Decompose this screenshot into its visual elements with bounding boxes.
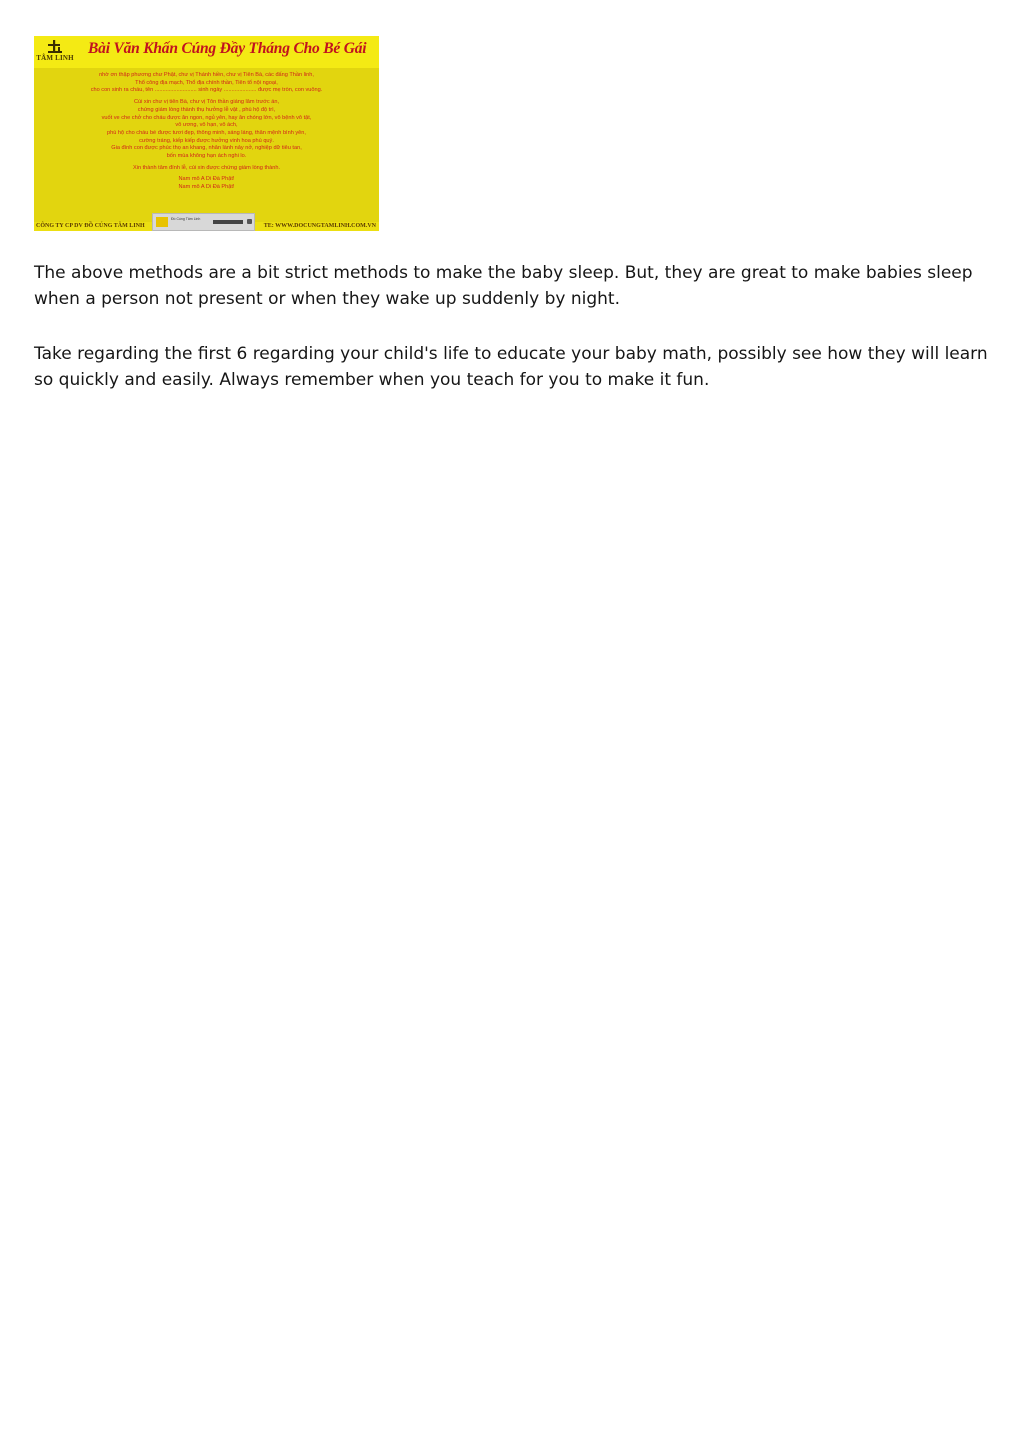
prayer-line: Nam mô A Di Đà Phật! [178,184,235,191]
image-header [34,36,379,68]
paragraph: Take regarding the first 6 regarding your child's life to educate your baby math, possibly see how they will learn so quickly and easily. Always remember when you teach for you to make it fun. [34,344,988,390]
prayer-line: Thổ công địa mạch, Thổ địa chính thần, Tiên tổ nội ngoại, [135,79,278,86]
prayer-line: chứng giám lòng thành thụ hưởng lễ vật , phù hộ độ trì, [137,106,276,113]
tam-linh-logo [36,39,74,65]
logo-mark-icon [36,39,74,55]
image-title: Bài Văn Khấn Cúng Đầy Tháng Cho Bé Gái [88,40,367,57]
ritual-prayer-image [34,36,379,231]
player-logo-icon [156,217,168,227]
website-url: TE: WWW.DOCUNGTAMLINH.COM.VN [263,223,376,229]
prayer-text [42,72,371,192]
player-label: Đồ Cúng Tâm Linh [171,217,201,221]
prayer-line: bốn mùa không hạn ách nghi lo. [166,153,247,160]
company-name: CÔNG TY CP DV ĐỒ CÚNG TÂM LINH [36,223,145,229]
prayer-line: vô ương, vô hạn, vô ách, [175,122,238,129]
prayer-line: cường tráng, kiếp kiếp được hưởng vinh hoa phú quý. [139,137,274,144]
prayer-line: vuốt ve che chở cho cháu được ăn ngon, ngủ yên, hay ăn chóng lớn, vô bệnh vô tật, [101,114,312,121]
prayer-line: Cúi xin chư vị tiên Bà, chư vị Tôn thần giáng lâm trước án, [133,99,280,106]
prayer-line: Gia đình con được phúc thọ an khang, nhân lành nảy nở, nghiệp dữ tiêu tan, [111,145,302,152]
prayer-line: Xin thành tâm đính lễ, cúi xin được chứng giám lòng thành. [132,164,281,171]
player-settings-icon[interactable] [247,219,252,224]
video-player-overlay[interactable] [152,213,255,231]
player-progress-bar[interactable] [213,220,243,224]
prayer-line: cho con sinh ra cháu, tên ........................... sinh ngày ..................... được mẹ tròn, con vuông. [90,87,323,94]
prayer-line: phù hộ cho cháu bé được tươi đẹp, thông minh, sáng láng, thân mệnh bình yên, [107,129,306,136]
prayer-line: Nam mô A Di Đà Phật! [178,176,235,183]
prayer-line: nhờ ơn thập phương chư Phật, chư vị Thánh hiền, chư vị Tiên Bà, các đấng Thần linh, [99,72,314,78]
paragraph: The above methods are a bit strict methods to make the baby sleep. But, they are great to make babies sleep when a person not present or when they wake up suddenly by night. [34,263,973,309]
logo-text: TÂM LINH [36,54,74,62]
